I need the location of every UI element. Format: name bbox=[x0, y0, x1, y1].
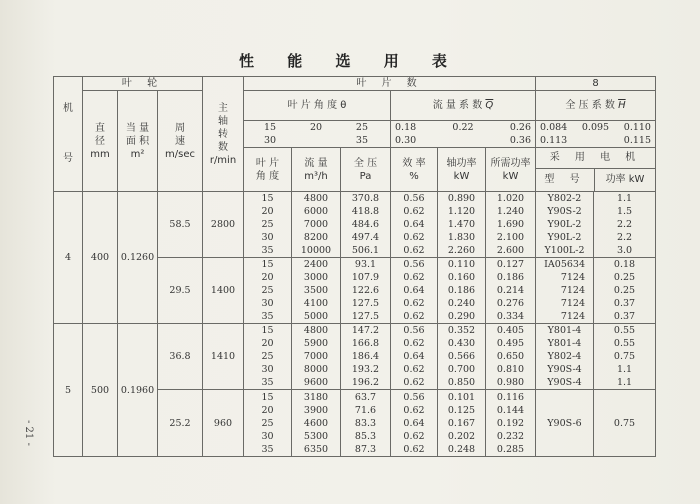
equiv-area: 0.1960 bbox=[118, 324, 158, 457]
shaft-speed-header: 主 轴 转 数 r/min bbox=[203, 77, 244, 192]
flow-cell: 3180 3900 4600 5300 6350 bbox=[292, 390, 341, 457]
angle-cell: 15 20 25 30 35 bbox=[244, 390, 292, 457]
impeller-header: 叶 轮 bbox=[83, 77, 203, 91]
angle-cell: 15 20 25 30 35 bbox=[244, 324, 292, 390]
flow-cell: 4800 6000 7000 8200 10000 bbox=[292, 192, 341, 258]
shaft-power-cell: 0.890 1.120 1.470 1.830 2.260 bbox=[438, 192, 486, 258]
rpm: 1410 bbox=[203, 324, 244, 390]
motor-model-cell: Y90S-6 bbox=[536, 390, 594, 457]
machine-no-header: 机 号 bbox=[54, 77, 83, 192]
rpm: 1400 bbox=[203, 258, 244, 324]
motor-model-cell: IA05634 7124 7124 7124 7124 bbox=[536, 258, 594, 324]
efficiency-cell: 0.56 0.62 0.64 0.62 0.62 bbox=[391, 390, 438, 457]
required-power-cell: 1.020 1.240 1.690 2.100 2.600 bbox=[486, 192, 536, 258]
diameter: 400 bbox=[83, 192, 118, 324]
col-efficiency-header: 效 率 % bbox=[391, 148, 438, 192]
motor-model-cell: Y802-2 Y90S-2 Y90L-2 Y90L-2 Y100L-2 bbox=[536, 192, 594, 258]
tip-speed: 25.2 bbox=[158, 390, 203, 457]
motor-header: 采 用 电 机 型 号 功率 kW bbox=[536, 148, 656, 192]
motor-power-header: 功率 kW bbox=[605, 174, 645, 185]
angle-cell: 15 20 25 30 35 bbox=[244, 192, 292, 258]
efficiency-cell: 0.56 0.62 0.64 0.62 0.62 bbox=[391, 192, 438, 258]
pressure-coef-header: 全 压 系 数 $\overline{H}$ bbox=[536, 91, 656, 121]
flow-coef-values: 0.18 0.22 0.26 0.30 0.36 bbox=[391, 121, 536, 148]
pressure-cell: 370.8 418.8 484.6 497.4 506.1 bbox=[341, 192, 391, 258]
required-power-cell: 0.405 0.495 0.650 0.810 0.980 bbox=[486, 324, 536, 390]
blade-count-value: 8 bbox=[536, 77, 656, 91]
efficiency-cell: 0.56 0.62 0.64 0.62 0.62 bbox=[391, 324, 438, 390]
col-angle-header: 叶 片 角 度 bbox=[244, 148, 292, 192]
flow-cell: 2400 3000 3500 4100 5000 bbox=[292, 258, 341, 324]
flow-cell: 4800 5900 7000 8000 9600 bbox=[292, 324, 341, 390]
table-row bbox=[54, 324, 656, 390]
page-number: - 21 - bbox=[23, 420, 34, 446]
tip-speed: 29.5 bbox=[158, 258, 203, 324]
motor-power-cell: 0.55 0.55 0.75 1.1 1.1 bbox=[594, 324, 656, 390]
tip-speed: 36.8 bbox=[158, 324, 203, 390]
diameter: 500 bbox=[83, 324, 118, 457]
motor-power-cell: 1.1 1.5 2.2 2.2 3.0 bbox=[594, 192, 656, 258]
blade-count-header: 叶 片 数 bbox=[244, 77, 536, 91]
shaft-power-cell: 0.110 0.160 0.186 0.240 0.290 bbox=[438, 258, 486, 324]
motor-model-header: 型 号 bbox=[536, 169, 595, 191]
shaft-power-cell: 0.101 0.125 0.167 0.202 0.248 bbox=[438, 390, 486, 457]
col-pressure-header: 全 压 Pa bbox=[341, 148, 391, 192]
table-row bbox=[54, 192, 656, 258]
col-required-power-header: 所需功率 kW bbox=[486, 148, 536, 192]
blade-angle-header: 叶 片 角 度 θ bbox=[244, 91, 391, 121]
required-power-cell: 0.127 0.186 0.214 0.276 0.334 bbox=[486, 258, 536, 324]
flow-coef-header: 流 量 系 数 $\overline{Q}$ bbox=[391, 91, 536, 121]
motor-power-cell: 0.75 bbox=[594, 390, 656, 457]
required-power-cell: 0.116 0.144 0.192 0.232 0.285 bbox=[486, 390, 536, 457]
pressure-cell: 93.1 107.9 122.6 127.5 127.5 bbox=[341, 258, 391, 324]
pressure-cell: 63.7 71.6 83.3 85.3 87.3 bbox=[341, 390, 391, 457]
tip-speed: 58.5 bbox=[158, 192, 203, 258]
diameter-header: 直 径 mm bbox=[83, 91, 118, 192]
motor-model-cell: Y801-4 Y801-4 Y802-4 Y90S-4 Y90S-4 bbox=[536, 324, 594, 390]
performance-table bbox=[53, 76, 656, 457]
col-flow-header: 流 量 m³/h bbox=[292, 148, 341, 192]
motor-power-cell: 0.18 0.25 0.25 0.37 0.37 bbox=[594, 258, 656, 324]
angle-cell: 15 20 25 30 35 bbox=[244, 258, 292, 324]
machine-no: 4 bbox=[54, 192, 83, 324]
rpm: 960 bbox=[203, 390, 244, 457]
page-title: 性 能 选 用 表 bbox=[239, 52, 461, 70]
equiv-area: 0.1260 bbox=[118, 192, 158, 324]
pressure-cell: 147.2 166.8 186.4 193.2 196.2 bbox=[341, 324, 391, 390]
angle-values: 15 20 25 30 35 bbox=[244, 121, 391, 148]
shaft-power-cell: 0.352 0.430 0.566 0.700 0.850 bbox=[438, 324, 486, 390]
machine-no: 5 bbox=[54, 324, 83, 457]
pressure-coef-values: 0.084 0.095 0.110 0.113 0.115 bbox=[536, 121, 656, 148]
tip-speed-header: 周 速 m/sec bbox=[158, 91, 203, 192]
equiv-area-header: 当 量 面 积 m² bbox=[118, 91, 158, 192]
col-shaft-power-header: 轴功率 kW bbox=[438, 148, 486, 192]
rpm: 2800 bbox=[203, 192, 244, 258]
efficiency-cell: 0.56 0.62 0.64 0.62 0.62 bbox=[391, 258, 438, 324]
